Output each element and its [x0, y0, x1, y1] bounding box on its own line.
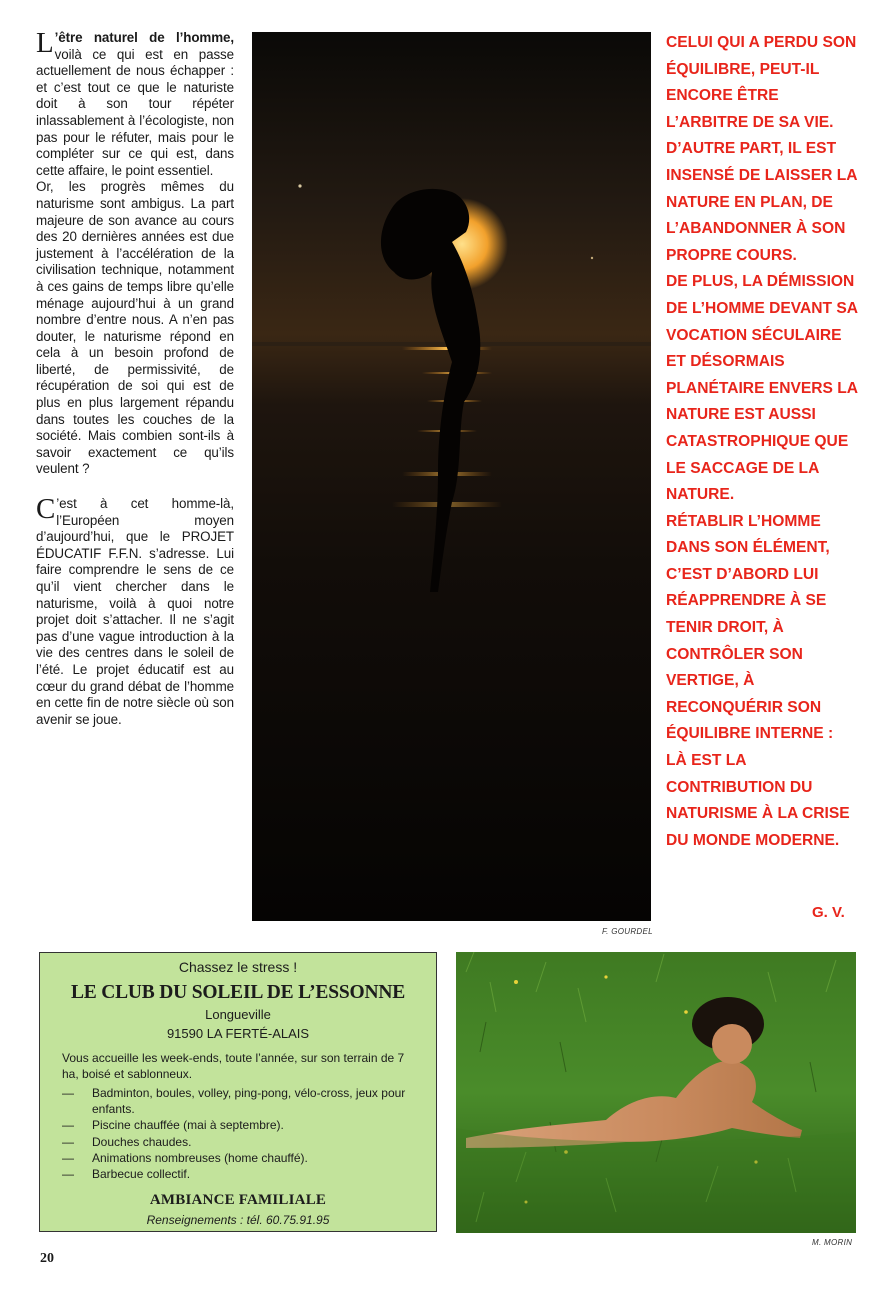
ad-ambiance: AMBIANCE FAMILIALE — [149, 1192, 327, 1208]
photo-silhouette-sunset — [252, 32, 651, 921]
photo-grass-image — [456, 952, 856, 1233]
article-text: voilà ce qui est en passe actuellement de nous échapper : et c’est tout ce que le naturiste doit à son tour répéter inlassablement à l’écologiste, non pas pour le réfuter, mais pour le compléter sur ce qui est, dans cette affaire, le point essentiel. — [36, 46, 234, 178]
article-column — [36, 27, 234, 728]
ad-intro: Vous accueille les week-ends, toute l’année, sur son terrain de 7 ha, boisé et sablonneux. — [62, 1051, 405, 1081]
quote-paragraph: D’AUTRE PART, IL EST INSENSÉ DE LAISSER LA NATURE EN PLAN, DE L’ABANDONNER À SON PROPRE COURS. — [666, 140, 857, 264]
ad-amenities-list — [62, 1085, 424, 1182]
article-paragraph-2 — [36, 493, 234, 728]
photo-silhouette-image — [252, 32, 651, 921]
ad-contact: Renseignements : tél. 60.75.91.95 — [146, 1213, 330, 1227]
ad-amenity: — Douches chaudes. — [62, 1134, 424, 1150]
ad-amenity: — Animations nombreuses (home chauffé). — [62, 1150, 424, 1166]
photo-credit-gourdel: F. GOURDEL — [602, 927, 653, 936]
article-paragraph-1 — [36, 27, 234, 179]
ad-amenity: — Piscine chauffée (mai à septembre). — [62, 1117, 424, 1133]
article-lead: ’être naturel de l’homme, — [54, 30, 234, 45]
quote-paragraph: DE PLUS, LA DÉMISSION DE L’HOMME DEVANT SA VOCATION SÉCULAIRE ET DÉSORMAIS PLANÉTAIRE ENVERS LA NATURE EST AUSSI CATASTROPHIQUE QUE LE SACCAGE DE LA NATURE. — [666, 273, 858, 504]
ad-amenity: — Barbecue collectif. — [62, 1166, 424, 1182]
article-paragraph-1b: Or, les progrès mêmes du naturisme sont ambigus. La part majeure de son avance au cours des 20 dernières années est due justement à l’accélération de la civilisation technique, notamment à ces gains de temps libre qu’elle ménage aujourd’hui à un grand nombre d’entre nous. A n’en pas douter, le naturisme répond en cela à un besoin profond de liberté, de permissivité, de récupération de soi qui est de plus en plus largement répandu dans toutes les couches de la société. Mais combien sont-ils à savoir exactement ce qu’ils veulent ? — [36, 179, 234, 477]
quote-signature: G. V. — [812, 904, 845, 921]
pull-quote — [666, 30, 858, 854]
page-number: 20 — [40, 1251, 54, 1266]
photo-credit-morin: M. MORIN — [812, 1238, 853, 1247]
ad-slogan: Chassez le stress ! — [178, 959, 298, 975]
ad-town: Longueville — [205, 1007, 271, 1022]
drop-cap: L — [36, 27, 54, 59]
quote-paragraph: CELUI QUI A PERDU SON ÉQUILIBRE, PEUT-IL ENCORE ÊTRE L’ARBITRE DE SA VIE. — [666, 34, 857, 131]
article-text: ’est à cet homme-là, l’Européen moyen d’aujourd’hui, que le PROJET ÉDUCATIF F.F.N. s’adresse. Lui faire comprendre le sens de ce qu’il vient chercher dans le naturisme, voilà à quoi notre projet doit s’attacher. Il ne s’agit pas d’une vague introduction à la vie des centres dans le soleil de l’été. Le projet éducatif est au cœur du grand débat de l’homme en cette fin de notre siècle où son avenir se joue. — [36, 496, 234, 727]
ad-zip: 91590 LA FERTÉ-ALAIS — [166, 1026, 310, 1041]
quote-paragraph: RÉTABLIR L’HOMME DANS SON ÉLÉMENT, C’EST D’ABORD LUI RÉAPPRENDRE À SE TENIR DROIT, À CONTRÔLER SON VERTIGE, À RECONQUÉRIR SON ÉQUILIBRE INTERNE : LÀ EST LA CONTRIBUTION DU NATURISME À LA CRISE DU MONDE MODERNE. — [666, 512, 850, 849]
ad-club-name: LE CLUB DU SOLEIL DE L’ESSONNE — [70, 982, 406, 1003]
club-advertisement — [39, 952, 437, 1232]
photo-woman-in-grass — [456, 952, 856, 1233]
ad-amenity: — Badminton, boules, volley, ping-pong, vélo-cross, jeux pour enfants. — [62, 1085, 424, 1117]
drop-cap: C — [36, 493, 56, 526]
